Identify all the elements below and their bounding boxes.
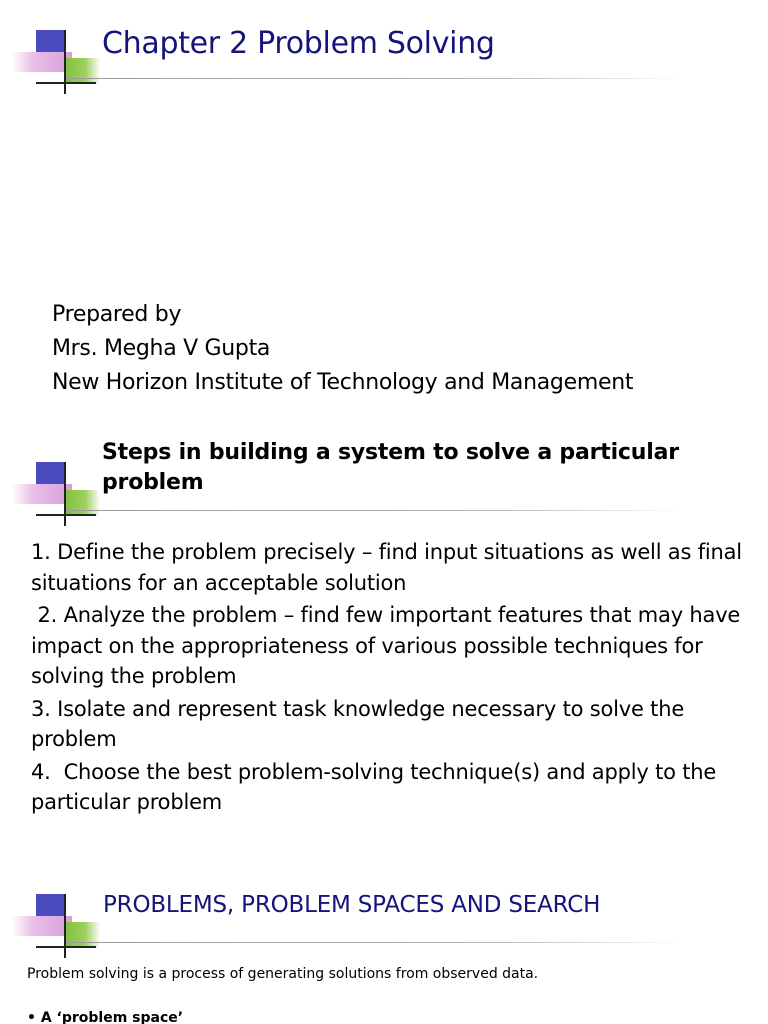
slide1-title: Chapter 2 Problem Solving — [102, 26, 495, 61]
slide2-title: Steps in building a system to solve a particular problem — [102, 440, 679, 495]
list-item: 1. Define the problem precisely – find input situations as well as final situations for an acceptable solution — [31, 540, 742, 595]
list-item: 2. Analyze the problem – find few important features that may have impact on the appropriateness of various possible techniques for solving the problem — [31, 603, 747, 688]
intro-text: Problem solving is a process of generating solutions from observed data. — [27, 966, 539, 982]
list-item: 4. Choose the best problem-solving technique(s) and apply to the particular problem — [31, 759, 723, 814]
bullet-item: • A ‘problem space’ — [27, 1010, 184, 1024]
slide-logo-icon — [0, 462, 95, 532]
prepared-by-block — [52, 298, 633, 400]
slide-logo-icon — [0, 30, 95, 100]
slide-logo-icon — [0, 894, 95, 964]
list-item: 3. Isolate and represent task knowledge necessary to solve the problem — [31, 696, 685, 751]
prepared-by-line: Prepared by — [52, 302, 182, 327]
institute-name: New Horizon Institute of Technology and Management — [52, 370, 634, 395]
author-name: Mrs. Megha V Gupta — [52, 336, 271, 361]
slide3-title: PROBLEMS, PROBLEM SPACES AND SEARCH — [103, 892, 601, 918]
title-divider — [66, 510, 686, 511]
steps-list — [31, 537, 756, 820]
title-divider — [66, 78, 686, 79]
title-divider — [66, 942, 686, 943]
